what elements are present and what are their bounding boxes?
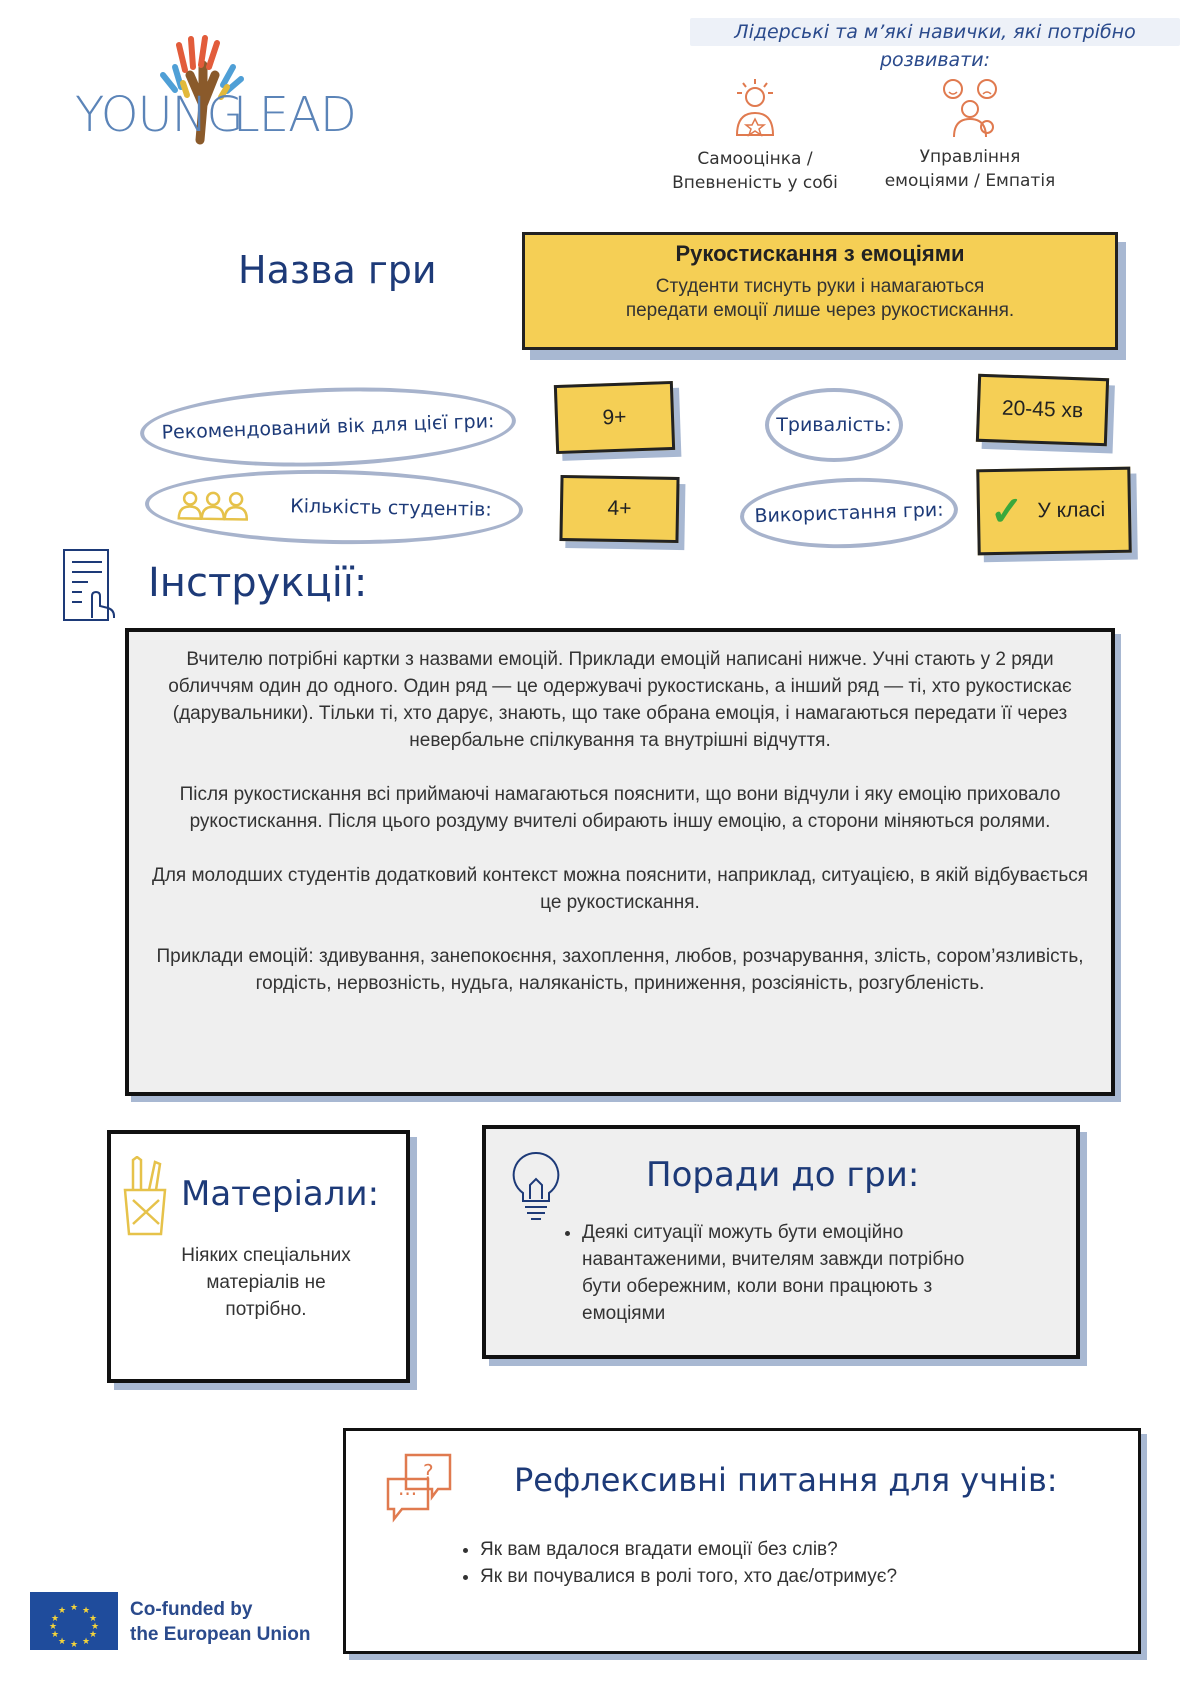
age-label: Рекомендований вік для цієї гри: xyxy=(161,410,495,444)
reflection-list xyxy=(456,1536,1120,1590)
age-pill xyxy=(139,381,517,472)
skills-title: Лідерські та м’які навички, які потрібно розвивати: xyxy=(690,18,1180,46)
group-people-icon xyxy=(176,488,251,521)
instructions-paragraph: Для молодших студентів додатковий контекст можна пояснити, наприклад, ситуацією, в якій відбувається це рукостискання. xyxy=(151,865,1089,913)
question-chat-icon xyxy=(384,1451,456,1523)
instructions-paragraph: Приклади емоцій: здивування, занепокоєння, захоплення, любов, розчарування, злість, сором’язливість, гордість, нервозність, нудьга, наляканість, приниження, розсіяність, розгубленість. xyxy=(156,946,1084,994)
skill-self-esteem xyxy=(665,75,845,195)
svg-text:★: ★ xyxy=(81,1605,91,1615)
reflection-item: • Як вам вдалося вгадати емоції без слів? xyxy=(480,1536,1120,1563)
usage-label: Використання гри: xyxy=(754,498,944,528)
svg-text:★: ★ xyxy=(69,1639,79,1649)
lightbulb-icon xyxy=(508,1149,564,1221)
eu-line-1: Co-funded by xyxy=(130,1599,253,1620)
reflection-title: Рефлексивні питання для учнів: xyxy=(514,1461,1058,1499)
tips-box xyxy=(482,1125,1080,1359)
check-icon: ✓ xyxy=(989,489,1024,535)
skill-emotions xyxy=(875,75,1065,193)
students-label: Кількість студентів: xyxy=(290,495,492,521)
age-value: 9+ xyxy=(602,405,627,429)
svg-text:★: ★ xyxy=(81,1636,91,1646)
duration-label: Тривалість: xyxy=(776,414,892,436)
instructions-title: Інструкції: xyxy=(148,560,368,606)
duration-value-box xyxy=(976,374,1109,447)
emotions-person-icon xyxy=(937,75,1003,137)
logo-text-young: YOUNG xyxy=(75,87,243,143)
duration-value: 20-45 хв xyxy=(1001,396,1084,423)
svg-text:★: ★ xyxy=(50,1629,60,1639)
young-lead-logo xyxy=(75,35,356,145)
svg-text:★: ★ xyxy=(69,1602,79,1612)
duration-pill xyxy=(765,388,903,462)
skill-label: Управління емоціями / Емпатія xyxy=(884,147,1056,191)
svg-text:★: ★ xyxy=(88,1613,98,1623)
svg-text:?: ? xyxy=(423,1460,434,1484)
svg-text:★: ★ xyxy=(90,1621,100,1631)
eu-line-2: the European Union xyxy=(130,1624,311,1645)
svg-text:★: ★ xyxy=(57,1605,67,1615)
svg-text:★: ★ xyxy=(50,1613,60,1623)
svg-text:★: ★ xyxy=(57,1636,67,1646)
tips-list xyxy=(558,1219,1002,1327)
game-title-box xyxy=(522,232,1118,350)
pencil-cup-icon xyxy=(119,1156,173,1236)
eu-cofunded-text xyxy=(130,1597,311,1647)
reflection-item: • Як ви почувалися в ролі того, хто дає/отримує? xyxy=(480,1563,1120,1590)
instructions-box xyxy=(125,628,1115,1096)
materials-text: Ніяких спеціальних матеріалів не потрібно. xyxy=(181,1245,351,1320)
game-name-label: Назва гри xyxy=(238,248,437,292)
game-description: Студенти тиснуть руки і намагаються передати емоції лише через рукостискання. xyxy=(625,276,1015,321)
confident-person-icon xyxy=(725,75,785,137)
usage-value-box xyxy=(976,467,1131,556)
game-title: Рукостискання з емоціями xyxy=(675,241,965,266)
students-value-box xyxy=(559,475,679,543)
students-pill xyxy=(144,467,523,548)
usage-pill xyxy=(739,474,959,552)
tips-title: Поради до гри: xyxy=(646,1155,920,1195)
svg-text:★: ★ xyxy=(88,1629,98,1639)
svg-text:···: ··· xyxy=(398,1482,418,1506)
instructions-paragraph: Після рукостискання всі приймаючі намагаються пояснити, що вони відчули і яку емоцію приховало рукостискання. Після цього роздуму вчителі обирають іншу емоцію, а сторони міняються ролями. xyxy=(179,784,1061,832)
students-value: 4+ xyxy=(607,496,632,521)
materials-box xyxy=(107,1130,410,1383)
logo-text-lead: LEAD xyxy=(233,87,356,143)
tips-item: • Деякі ситуації можуть бути емоційно навантаженими, вчителям завжди потрібно бути обережним, коли вони працюють з емоціями xyxy=(582,1219,1002,1327)
materials-title: Матеріали: xyxy=(181,1174,380,1214)
usage-value: У класі xyxy=(1037,498,1106,523)
eu-flag-icon xyxy=(30,1592,118,1650)
reflection-box xyxy=(343,1428,1141,1654)
instructions-paragraph: Вчителю потрібні картки з назвами емоцій. Приклади емоцій написані нижче. Учні стають у 2 ряди обличчям один до одного. Один ряд — це одержувачі рукостискань, а інший ряд — ті, хто рукостискає (дарувальники). Тільки ті, хто дарує, знають, що таке обрана емоція, і намагаються передати її через невербальне спілкування та внутрішні відчуття. xyxy=(168,649,1072,751)
skill-label: Самооцінка / Впевненість у собі xyxy=(672,149,838,193)
instructions-document-icon xyxy=(62,548,118,622)
svg-text:★: ★ xyxy=(48,1621,58,1631)
age-value-box xyxy=(554,381,675,454)
